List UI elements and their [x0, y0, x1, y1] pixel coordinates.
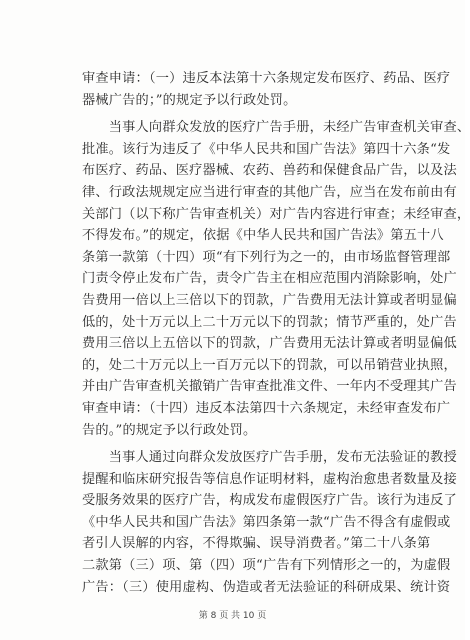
paragraph-2 — [82, 117, 470, 441]
text-line: 受服务效果的医疗广告，构成发布虚假医疗广告。该行为违反了 — [82, 493, 457, 509]
paragraph-3 — [82, 447, 457, 598]
text-line: 审查申请：（十四）违反本法第四十六条规定，未经审查发布广 — [82, 400, 451, 416]
text-line: 的，处二十万元以上一百万元以下的罚款，可以吊销营业执照， — [82, 357, 457, 373]
text-line: 布医疗、药品、医疗器械、农药、兽药和保健食品广告，以及法 — [82, 163, 457, 179]
text-line: 关部门（以下称广告审查机关）对广告内容进行审查；未经审查， — [82, 206, 470, 222]
text-line: 广告：（三）使用虚构、伪造或者无法验证的科研成果、统计资 — [82, 579, 451, 595]
text-line: 器械广告的；”的规定予以行政处罚。 — [82, 92, 297, 108]
text-line: 二款第（三）项、第（四）项“广告有下列情形之一的，为虚假 — [82, 558, 451, 574]
text-line: 低的，处十万元以上二十万元以下的罚款；情节严重的，处广告 — [82, 314, 457, 330]
document-body — [82, 68, 470, 598]
text-line: 并由广告审查机关撤销广告审查批准文件、一年内不受理其广告 — [82, 379, 457, 395]
paragraph-1 — [82, 68, 451, 111]
text-line: 条第一款第（十四）项“有下列行为之一的，由市场监督管理部 — [82, 249, 451, 265]
text-line: 费用三倍以上五倍以下的罚款，广告费用无法计算或者明显偏低 — [82, 336, 457, 352]
text-line: 提醒和临床研究报告等信息作证明材料，虚构治愈患者数量及接 — [82, 471, 457, 487]
text-line: 告的。”的规定予以行政处罚。 — [82, 422, 257, 438]
text-line: 批准。该行为违反了《中华人民共和国广告法》第四十六条“发 — [82, 141, 451, 157]
page-number-footer: 第 8 页 共 10 页 — [198, 611, 267, 621]
text-line: 告费用一倍以上三倍以下的罚款，广告费用无法计算或者明显偏 — [82, 292, 457, 308]
text-line: 不得发布。”的规定，依据《中华人民共和国广告法》第五十八 — [82, 228, 444, 244]
text-line: 者引人误解的内容，不得欺骗、误导消费者。”第二十八条第 — [82, 536, 431, 552]
text-line: 门责令停止发布广告，责令广告主在相应范围内消除影响，处广 — [82, 271, 457, 287]
text-line: 审查申请：（一）违反本法第十六条规定发布医疗、药品、医疗 — [82, 71, 451, 86]
text-line: 《中华人民共和国广告法》第四条第一款“广告不得含有虚假或 — [82, 514, 451, 530]
text-line: 律、行政法规规定应当进行审查的其他广告，应当在发布前由有 — [82, 184, 457, 200]
text-line: 当事人通过向群众发放医疗广告手册，发布无法验证的教授 — [82, 450, 457, 466]
text-line: 当事人向群众发放的医疗广告手册，未经广告审查机关审查、 — [82, 120, 470, 136]
